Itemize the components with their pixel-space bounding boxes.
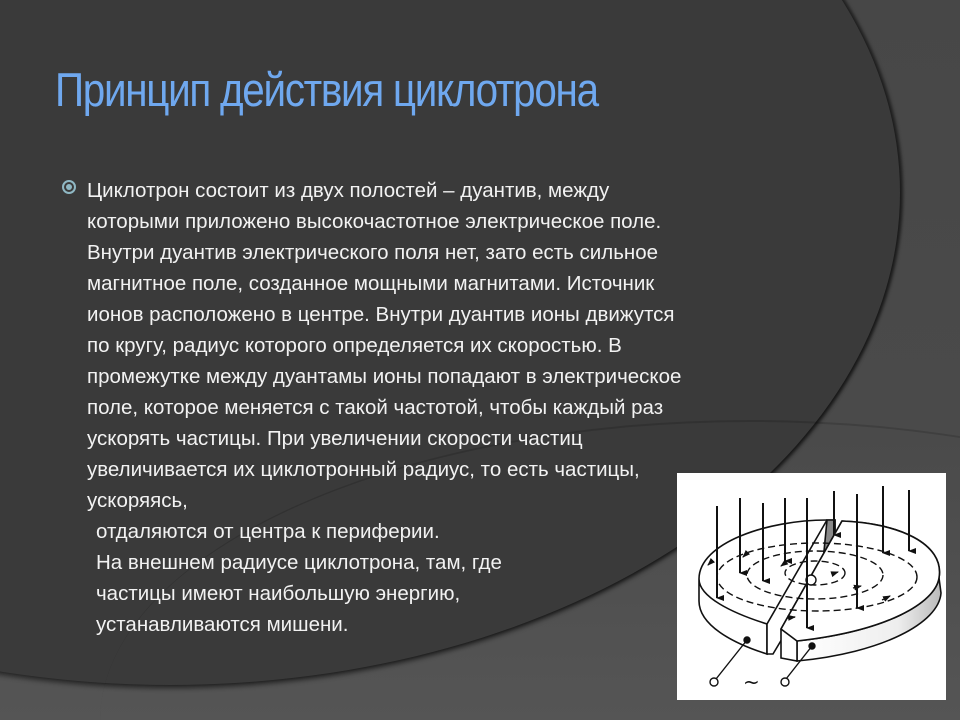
text-line: промежутке между дуантамы ионы попадают в электрическое <box>87 365 682 388</box>
cyclotron-diagram <box>677 473 946 700</box>
ac-symbol: ~ <box>743 670 760 694</box>
text-line: по кругу, радиус которого определяется их скоростью. В <box>87 334 622 357</box>
text-line: магнитное поле, созданное мощными магнитами. Источник <box>87 272 655 295</box>
text-line: поле, которое меняется с такой частотой, чтобы каждый раз <box>87 396 664 419</box>
right-dee <box>781 521 941 661</box>
text-line: ускоряясь, <box>87 489 188 512</box>
text-line: ионов расположено в центре. Внутри дуантив ионы движутся <box>87 303 675 326</box>
text-line: устанавливаются мишени. <box>96 613 349 636</box>
text-line: ускорять частицы. При увеличении скорости частиц <box>87 427 583 450</box>
text-line: Внутри дуантив электрического поля нет, зато есть сильное <box>87 241 659 264</box>
text-line: которыми приложено высокочастотное электрическое поле. <box>87 210 662 233</box>
text-line: отдаляются от центра к периферии. <box>96 520 440 543</box>
text-line: Циклотрон состоит из двух полостей – дуантив, между <box>87 179 610 202</box>
text-line: частицы имеют наибольшую энергию, <box>96 582 461 605</box>
text-line: На внешнем радиусе циклотрона, там, где <box>96 551 502 574</box>
text-line: увеличивается их циклотронный радиус, то есть частицы, <box>87 458 640 481</box>
circle-bullet-icon <box>62 180 76 194</box>
slide-title: Принцип действия циклотрона <box>55 63 598 116</box>
